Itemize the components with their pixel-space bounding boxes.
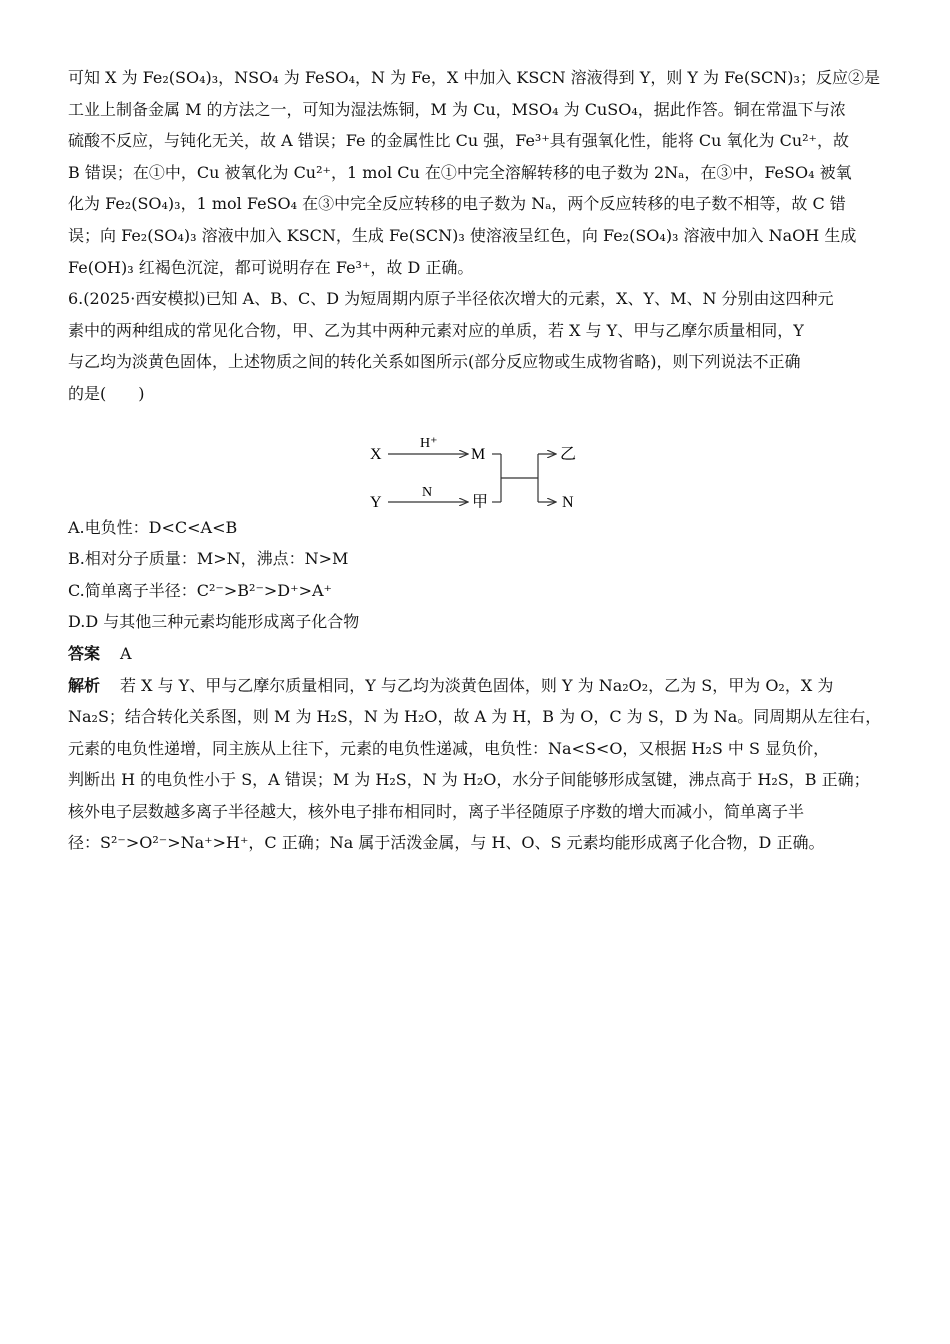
previous-solution-paragraph bbox=[68, 62, 883, 283]
explanation-line: 径：S²⁻>O²⁻>Na⁺>H⁺，C 正确；Na 属于活泼金属，与 H、O、S 元素均能形成离子化合物，D 正确。 bbox=[68, 833, 825, 853]
option-d: D.D 与其他三种元素均能形成离子化合物 bbox=[68, 612, 360, 632]
option-c: C.简单离子半径：C²⁻>B²⁻>D⁺>A⁺ bbox=[68, 580, 332, 600]
text-line: 可知 X 为 Fe₂(SO₄)₃，NSO₄ 为 FeSO₄，N 为 Fe，X 中加入 KSCN 溶液得到 Y，则 Y 为 Fe(SCN)₃；反应②是 bbox=[68, 68, 880, 87]
question-stem bbox=[68, 283, 883, 409]
conversion-diagram bbox=[68, 416, 883, 508]
text-line: 与乙均为淡黄色固体，上述物质之间的转化关系如图所示(部分反应物或生成物省略)，则下列说法不正确 bbox=[68, 352, 801, 372]
text-line: 6.(2025·西安模拟)已知 A、B、C、D 为短周期内原子半径依次增大的元素，X、Y、M、N 分别由这四种元 bbox=[68, 289, 834, 309]
node-yi: 乙 bbox=[560, 443, 577, 463]
node-jia: 甲 bbox=[472, 491, 489, 508]
node-x: X bbox=[370, 445, 382, 463]
explanation-label: 解析 bbox=[68, 675, 101, 695]
text-line: 化为 Fe₂(SO₄)₃，1 mol FeSO₄ 在③中完全反应转移的电子数为 Nₐ，两个反应转移的电子数不相等，故 C 错 bbox=[68, 194, 846, 214]
node-y: Y bbox=[370, 493, 382, 508]
option-a: A.电负性：D<C<A<B bbox=[68, 517, 238, 537]
explanation-line: 核外电子层数越多离子半径越大，核外电子排布相同时，离子半径随原子序数的增大而减小，简单离子半 bbox=[68, 801, 805, 821]
text-line: 硫酸不反应，与钝化无关，故 A 错误；Fe 的金属性比 Cu 强，Fe³⁺具有强氧化性，能将 Cu 氧化为 Cu²⁺，故 bbox=[68, 131, 849, 151]
node-n: N bbox=[562, 493, 574, 508]
answer-value: A bbox=[120, 643, 132, 663]
text-line: 误；向 Fe₂(SO₄)₃ 溶液中加入 KSCN，生成 Fe(SCN)₃ 使溶液呈红色，向 Fe₂(SO₄)₃ 溶液中加入 NaOH 生成 bbox=[68, 225, 857, 245]
text-line: B 错误；在①中，Cu 被氧化为 Cu²⁺，1 mol Cu 在①中完全溶解转移的电子数为 2Nₐ，在③中，FeSO₄ 被氧 bbox=[68, 162, 852, 182]
arrow-label-h-plus: H⁺ bbox=[420, 435, 438, 451]
text-line: Fe(OH)₃ 红褐色沉淀，都可说明存在 Fe³⁺，故 D 正确。 bbox=[68, 257, 474, 277]
answer-line bbox=[68, 638, 883, 670]
answer-label: 答案 bbox=[68, 643, 101, 663]
text-line bbox=[68, 670, 883, 702]
arrow-label-n: N bbox=[422, 484, 433, 500]
diagram-svg bbox=[68, 416, 883, 508]
text-line: 工业上制备金属 M 的方法之一，可知为湿法炼铜，M 为 Cu，MSO₄ 为 CuSO₄，据此作答。铜在常温下与浓 bbox=[68, 99, 846, 119]
option-b: B.相对分子质量：M>N，沸点：N>M bbox=[68, 549, 349, 569]
explanation-line: 若 X 与 Y、甲与乙摩尔质量相同，Y 与乙均为淡黄色固体，则 Y 为 Na₂O₂，乙为 S，甲为 O₂，X 为 bbox=[120, 675, 834, 695]
text-line: 的是( ) bbox=[68, 383, 145, 403]
explanation-line: 判断出 H 的电负性小于 S，A 错误；M 为 H₂S，N 为 H₂O，水分子间能够形成氢键，沸点高于 H₂S，B 正确； bbox=[68, 770, 870, 790]
options-list bbox=[68, 512, 883, 638]
explanation-line: 元素的电负性递增，同主族从上往下，元素的电负性递减，电负性：Na<S<O，又根据 H₂S 中 S 显负价， bbox=[68, 738, 830, 758]
node-m: M bbox=[471, 445, 486, 463]
explanation-line: Na₂S；结合转化关系图，则 M 为 H₂S，N 为 H₂O，故 A 为 H，B 为 O，C 为 S，D 为 Na。同周期从左往右， bbox=[68, 707, 882, 727]
explanation-block bbox=[68, 670, 883, 860]
page-content bbox=[68, 62, 883, 859]
text-line: 素中的两种组成的常见化合物，甲、乙为其中两种元素对应的单质，若 X 与 Y、甲与乙摩尔质量相同，Y bbox=[68, 320, 804, 340]
